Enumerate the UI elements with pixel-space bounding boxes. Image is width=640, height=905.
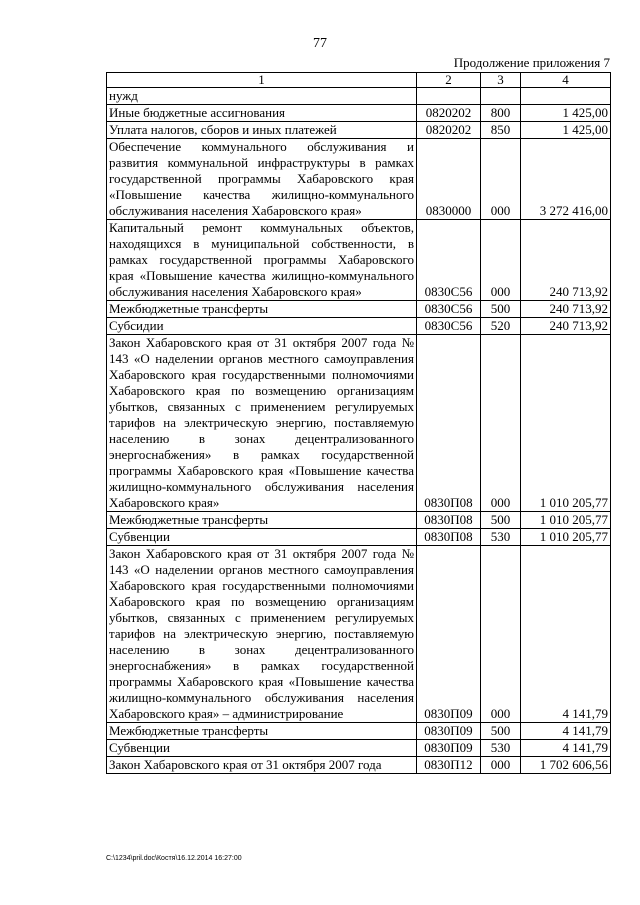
row-amount: 240 713,92: [521, 220, 611, 301]
row-code: 0820202: [417, 122, 481, 139]
row-name: Закон Хабаровского края от 31 октября 2007 года № 143 «О наделении органов местного самоуправления Хабаровского края государственными полномочиями Хабаровского края по возмещению организациям убытков, связанных с применением регулируемых тарифов на электрическую энергию, поставляемую населению в зонах децентрализованного энергоснабжения» в рамках государственной программы Хабаровского края «Повышение качества жилищно-коммунального обслуживания населения Хабаровского края» – администрирование: [107, 546, 417, 723]
row-amount: 1 702 606,56: [521, 757, 611, 774]
table-row: [107, 546, 611, 723]
row-name: Уплата налогов, сборов и иных платежей: [107, 122, 417, 139]
row-name: Закон Хабаровского края от 31 октября 2007 года № 143 «О наделении органов местного самоуправления Хабаровского края государственными полномочиями Хабаровского края по возмещению организациям убытков, связанных с применением регулируемых тарифов на электрическую энергию, поставляемую населению в зонах децентрализованного энергоснабжения» в рамках государственной программы Хабаровского края «Повышение качества жилищно-коммунального обслуживания населения Хабаровского края»: [107, 335, 417, 512]
row-expense-type: 500: [481, 512, 521, 529]
row-name: Закон Хабаровского края от 31 октября 2007 года: [107, 757, 417, 774]
row-code: 0830П09: [417, 546, 481, 723]
row-name: Межбюджетные трансферты: [107, 512, 417, 529]
row-code: 0830П08: [417, 512, 481, 529]
table-row: [107, 529, 611, 546]
row-code: 0830П09: [417, 740, 481, 757]
row-code: 0830П12: [417, 757, 481, 774]
table-row: [107, 122, 611, 139]
row-amount: 4 141,79: [521, 740, 611, 757]
row-amount: 240 713,92: [521, 318, 611, 335]
row-code: 0830П08: [417, 335, 481, 512]
row-name: Субвенции: [107, 529, 417, 546]
row-expense-type: 000: [481, 757, 521, 774]
row-expense-type: 530: [481, 529, 521, 546]
row-code: 0830С56: [417, 220, 481, 301]
table-row: [107, 139, 611, 220]
file-path-footer: C:\1234\pril.doc\Костя\16.12.2014 16:27:00: [106, 855, 242, 862]
row-expense-type: 530: [481, 740, 521, 757]
appendix-continuation-label: Продолжение приложения 7: [453, 55, 610, 70]
row-amount: 1 010 205,77: [521, 529, 611, 546]
table-row: [107, 335, 611, 512]
table-row: [107, 723, 611, 740]
table-row: [107, 105, 611, 122]
page-number: 77: [313, 36, 327, 51]
row-amount: 4 141,79: [521, 546, 611, 723]
row-expense-type: 520: [481, 318, 521, 335]
row-code: 0830С56: [417, 301, 481, 318]
row-amount: 1 010 205,77: [521, 512, 611, 529]
table-row: [107, 88, 611, 105]
row-amount: 1 010 205,77: [521, 335, 611, 512]
row-expense-type: 500: [481, 301, 521, 318]
column-header: 2: [417, 73, 481, 88]
table-row: [107, 740, 611, 757]
table-header-row: [107, 73, 611, 88]
budget-table: [106, 72, 611, 774]
row-code: [417, 88, 481, 105]
row-expense-type: 000: [481, 220, 521, 301]
row-amount: 240 713,92: [521, 301, 611, 318]
column-header: 3: [481, 73, 521, 88]
row-expense-type: 000: [481, 139, 521, 220]
column-header: 1: [107, 73, 417, 88]
row-expense-type: 500: [481, 723, 521, 740]
row-amount: 3 272 416,00: [521, 139, 611, 220]
table-row: [107, 318, 611, 335]
row-amount: 1 425,00: [521, 122, 611, 139]
row-code: 0820202: [417, 105, 481, 122]
column-header: 4: [521, 73, 611, 88]
row-expense-type: 800: [481, 105, 521, 122]
table-row: [107, 220, 611, 301]
row-code: 0830П08: [417, 529, 481, 546]
row-name: Субвенции: [107, 740, 417, 757]
row-amount: 1 425,00: [521, 105, 611, 122]
row-code: 0830000: [417, 139, 481, 220]
row-amount: 4 141,79: [521, 723, 611, 740]
row-name: Иные бюджетные ассигнования: [107, 105, 417, 122]
row-expense-type: [481, 88, 521, 105]
table-row: [107, 512, 611, 529]
row-amount: [521, 88, 611, 105]
row-name: Капитальный ремонт коммунальных объектов, находящихся в муниципальной собственности, в рамках государственной программы Хабаровского края «Повышение качества жилищно-коммунального обслуживания населения Хабаровского края»: [107, 220, 417, 301]
row-name: нужд: [107, 88, 417, 105]
row-name: Межбюджетные трансферты: [107, 723, 417, 740]
row-name: Межбюджетные трансферты: [107, 301, 417, 318]
table-row: [107, 301, 611, 318]
row-expense-type: 000: [481, 546, 521, 723]
row-expense-type: 850: [481, 122, 521, 139]
row-code: 0830С56: [417, 318, 481, 335]
table-row: [107, 757, 611, 774]
row-name: Субсидии: [107, 318, 417, 335]
row-expense-type: 000: [481, 335, 521, 512]
row-name: Обеспечение коммунального обслуживания и развития коммунальной инфраструктуры в рамках государственной программы Хабаровского края «Повышение качества жилищно-коммунального обслуживания населения Хабаровского края»: [107, 139, 417, 220]
row-code: 0830П09: [417, 723, 481, 740]
